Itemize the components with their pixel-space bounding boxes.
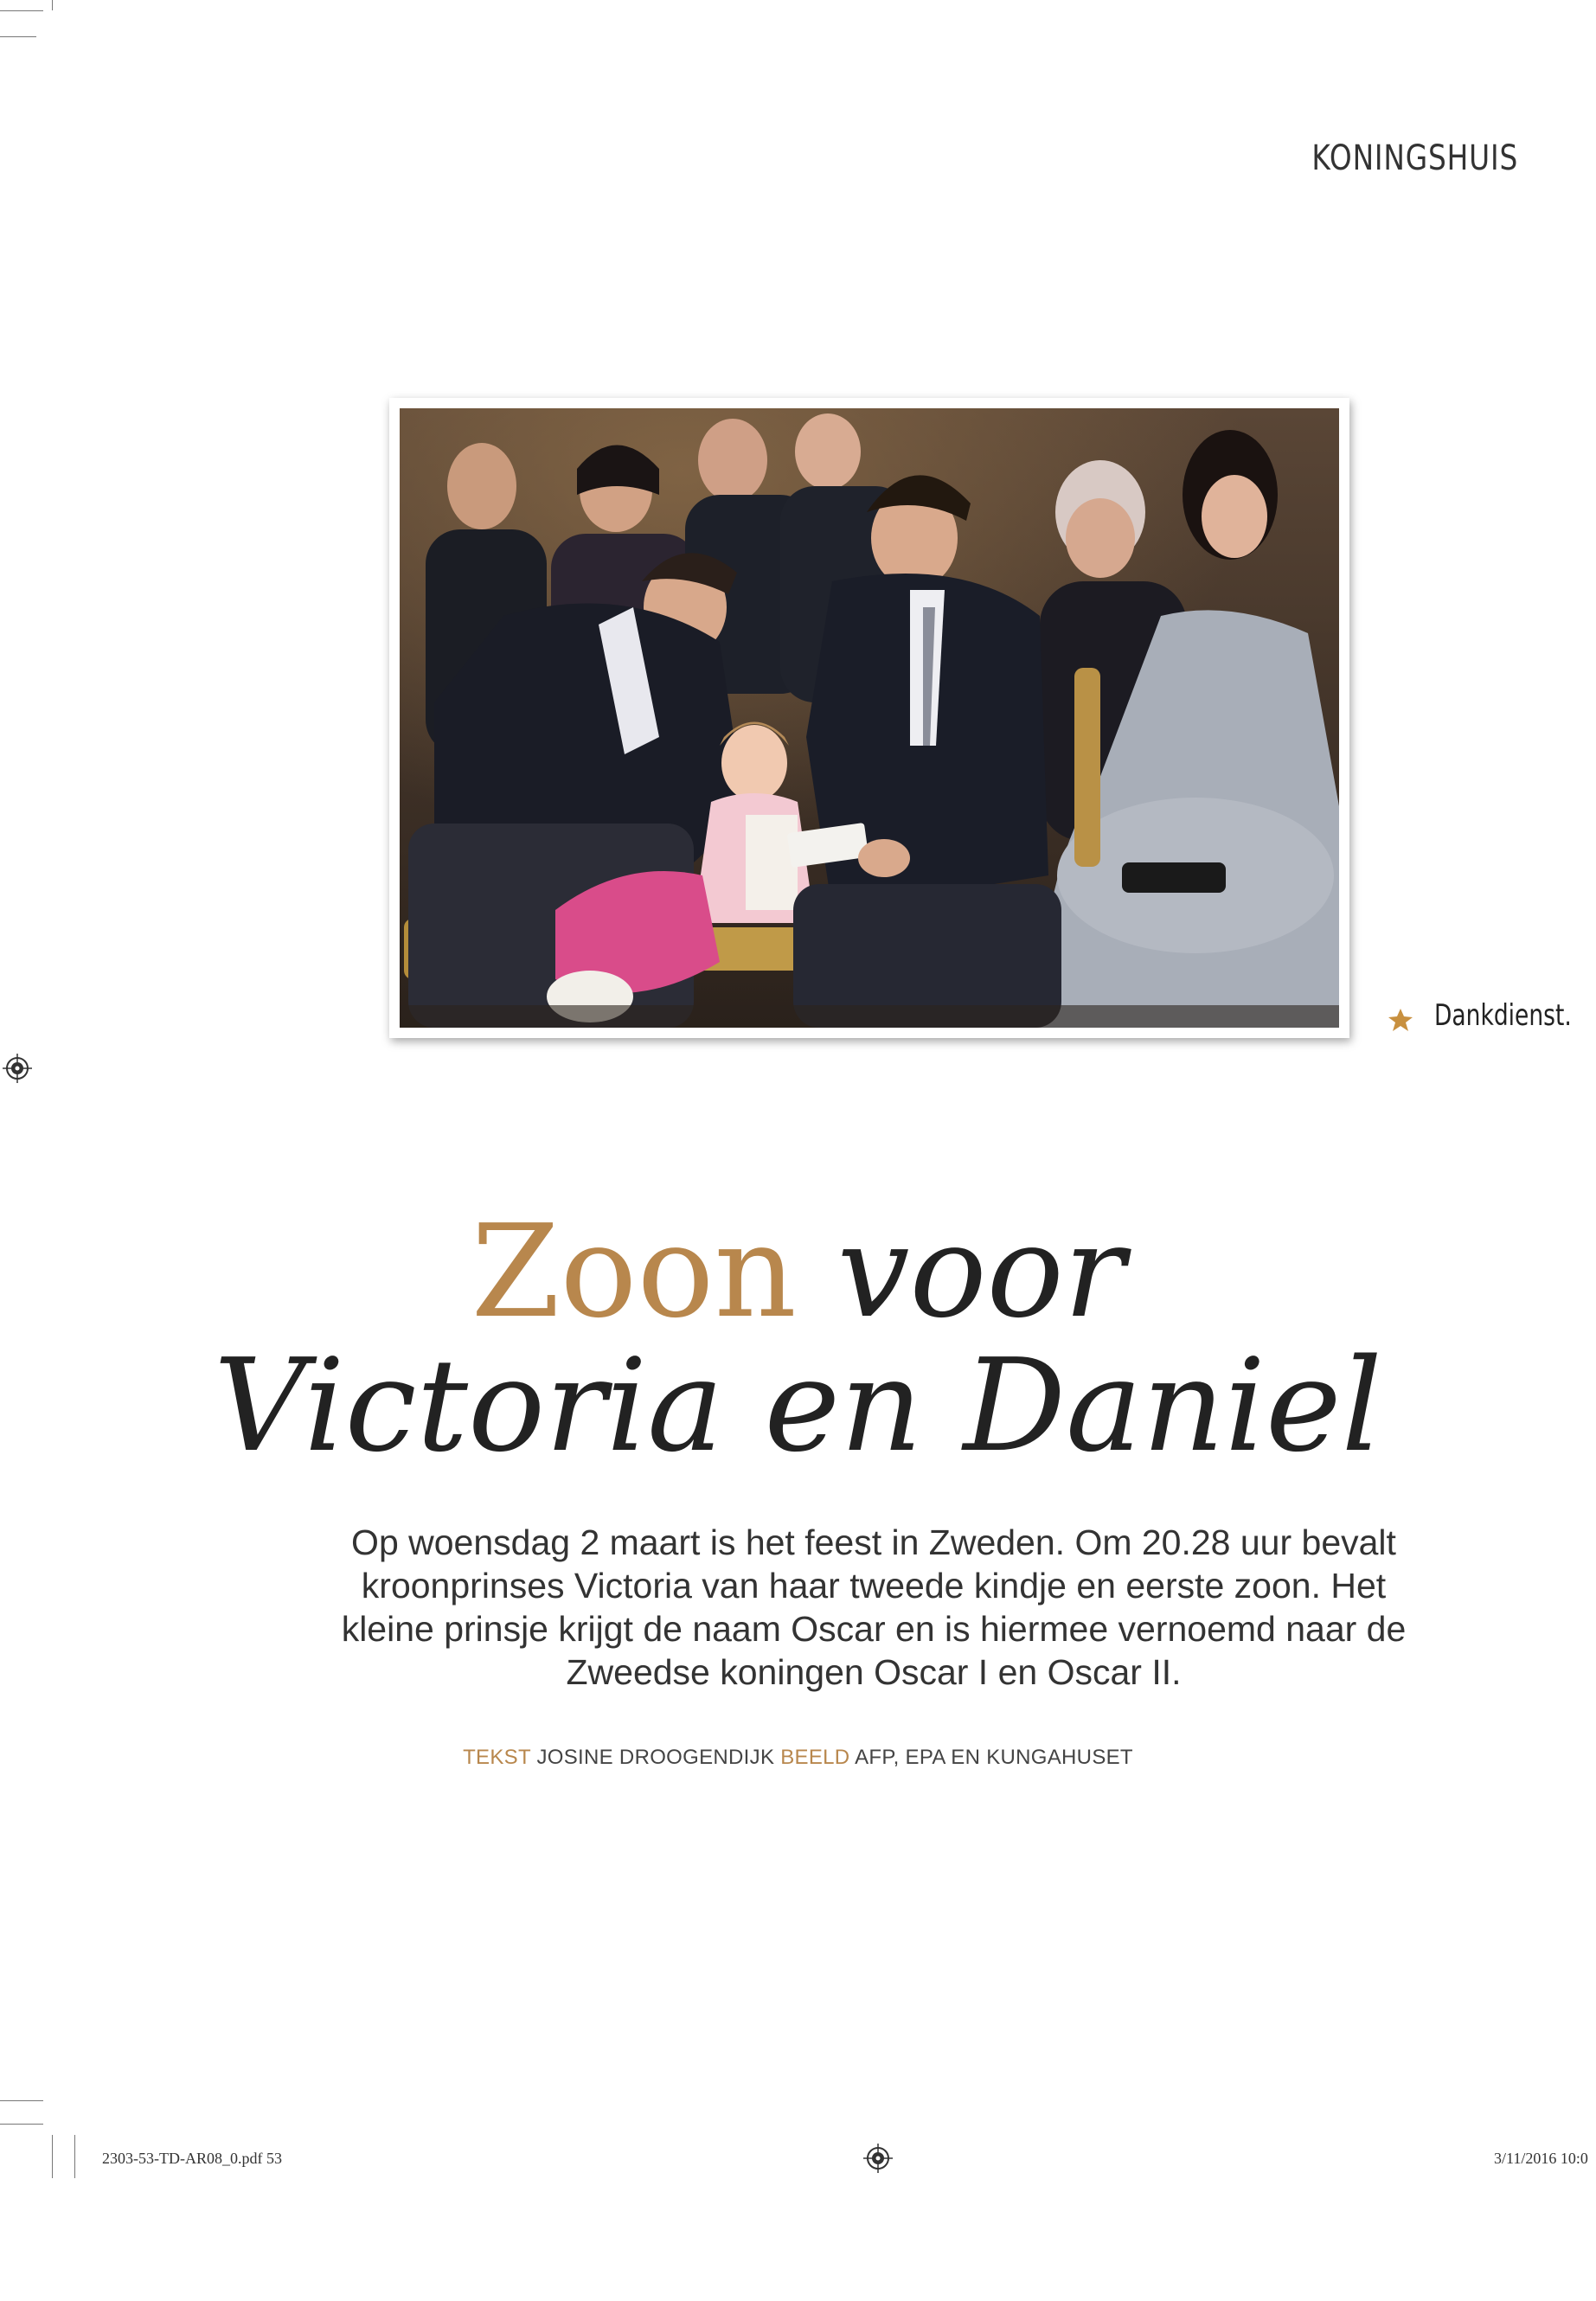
headline-word: voor [836, 1197, 1125, 1346]
intro-paragraph: Op woensdag 2 maart is het feest in Zweden. Om 20.28 uur bevalt kroonprinses Victoria van haar tweede kindje en eerste zoon. Het kleine prinsje krijgt de naam Oscar en is hiermee vernoemd naar de Zweedse koningen Oscar I en Oscar II. [341, 1522, 1407, 1692]
crop-mark [0, 2100, 43, 2101]
crop-mark [0, 10, 43, 11]
text-credit-label: TEKST [463, 1746, 531, 1769]
registration-mark-icon [863, 2144, 893, 2173]
crop-mark [0, 36, 36, 37]
photo-illustration [400, 408, 1339, 1028]
image-credit-label: BEELD [780, 1746, 850, 1769]
royal-family-photo [400, 408, 1339, 1028]
crop-mark [74, 2135, 75, 2178]
text-credit-value: JOSINE DROOGENDIJK [536, 1746, 775, 1769]
headline-line-2: Victoria en Daniel [214, 1331, 1382, 1480]
credits-line [0, 1746, 1596, 1770]
crop-mark [52, 2135, 53, 2178]
print-file-info: 2303-53-TD-AR08_0.pdf 53 [102, 2150, 282, 2167]
section-label: KONINGSHUIS [1311, 138, 1518, 178]
registration-mark-icon [3, 1054, 32, 1083]
headline-line-1 [0, 1197, 1596, 1346]
star-icon [1388, 1007, 1413, 1033]
crop-mark [52, 0, 53, 10]
image-credit-value: AFP, EPA EN KUNGAHUSET [855, 1746, 1133, 1769]
headline-highlight: Zoon [471, 1197, 797, 1346]
photo-frame [389, 398, 1349, 1038]
photo-caption: Dankdienst. [1434, 998, 1572, 1033]
crop-mark [0, 2124, 43, 2125]
print-timestamp: 3/11/2016 10:0 [1494, 2150, 1588, 2167]
